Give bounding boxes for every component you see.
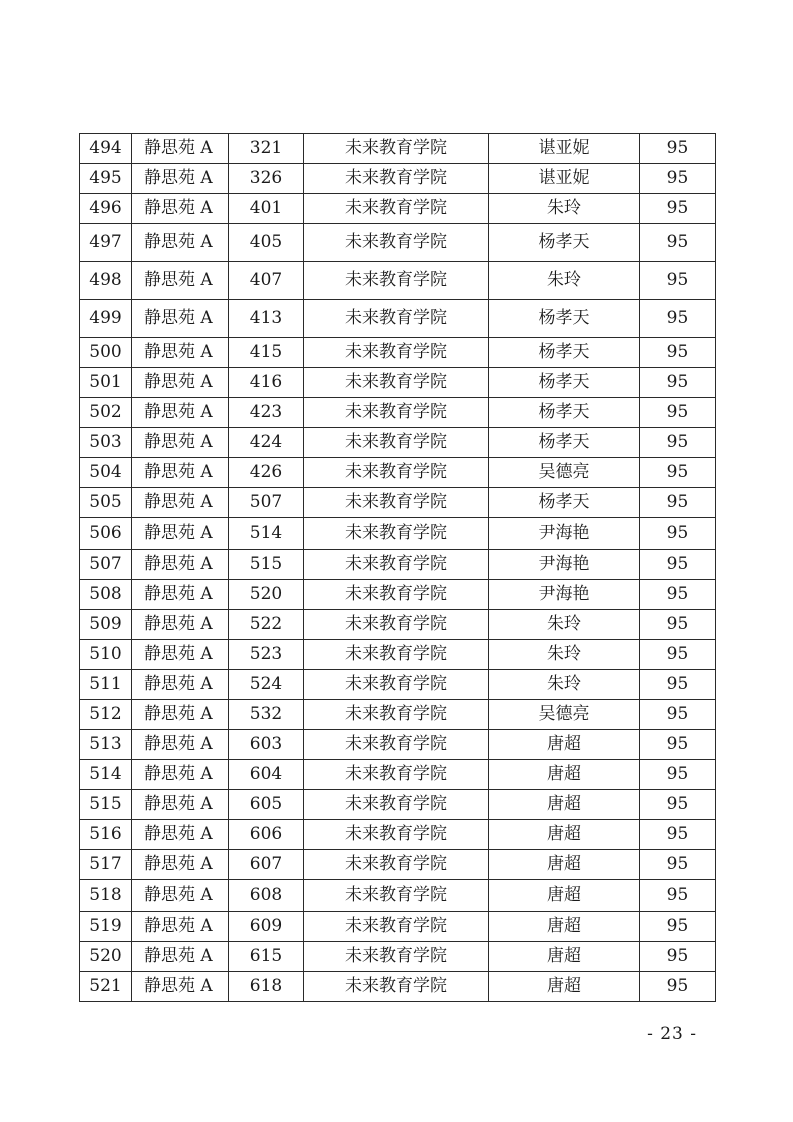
- cell-college: 未来教育学院: [304, 580, 489, 610]
- cell-score: 95: [640, 640, 716, 670]
- cell-college: 未来教育学院: [304, 880, 489, 912]
- cell-college: 未来教育学院: [304, 912, 489, 942]
- cell-college: 未来教育学院: [304, 488, 489, 518]
- cell-counselor: 唐超: [489, 942, 640, 972]
- cell-counselor: 杨孝天: [489, 338, 640, 368]
- cell-room: 405: [229, 224, 304, 262]
- cell-room: 609: [229, 912, 304, 942]
- table-row: [80, 912, 716, 942]
- cell-score: 95: [640, 610, 716, 640]
- cell-counselor: 尹海艳: [489, 550, 640, 580]
- cell-college: 未来教育学院: [304, 730, 489, 760]
- cell-score: 95: [640, 134, 716, 164]
- cell-no: 519: [80, 912, 132, 942]
- cell-score: 95: [640, 972, 716, 1002]
- table-row: [80, 164, 716, 194]
- table-row: [80, 820, 716, 850]
- cell-room: 413: [229, 300, 304, 338]
- cell-room: 514: [229, 518, 304, 550]
- cell-counselor: 尹海艳: [489, 580, 640, 610]
- cell-room: 605: [229, 790, 304, 820]
- cell-college: 未来教育学院: [304, 640, 489, 670]
- table-row: [80, 262, 716, 300]
- cell-building: 静思苑 A: [132, 730, 229, 760]
- cell-no: 505: [80, 488, 132, 518]
- cell-room: 603: [229, 730, 304, 760]
- cell-no: 498: [80, 262, 132, 300]
- cell-counselor: 吴德亮: [489, 700, 640, 730]
- cell-room: 604: [229, 760, 304, 790]
- cell-building: 静思苑 A: [132, 262, 229, 300]
- cell-room: 520: [229, 580, 304, 610]
- cell-room: 507: [229, 488, 304, 518]
- cell-score: 95: [640, 300, 716, 338]
- cell-score: 95: [640, 850, 716, 880]
- cell-room: 401: [229, 194, 304, 224]
- cell-score: 95: [640, 730, 716, 760]
- cell-counselor: 朱玲: [489, 194, 640, 224]
- cell-score: 95: [640, 458, 716, 488]
- cell-score: 95: [640, 760, 716, 790]
- cell-room: 407: [229, 262, 304, 300]
- cell-score: 95: [640, 262, 716, 300]
- cell-counselor: 杨孝天: [489, 224, 640, 262]
- cell-no: 497: [80, 224, 132, 262]
- cell-counselor: 杨孝天: [489, 428, 640, 458]
- cell-no: 507: [80, 550, 132, 580]
- table-row: [80, 670, 716, 700]
- cell-college: 未来教育学院: [304, 428, 489, 458]
- cell-building: 静思苑 A: [132, 194, 229, 224]
- cell-building: 静思苑 A: [132, 134, 229, 164]
- table-row: [80, 850, 716, 880]
- cell-no: 508: [80, 580, 132, 610]
- cell-score: 95: [640, 550, 716, 580]
- cell-no: 510: [80, 640, 132, 670]
- cell-counselor: 谌亚妮: [489, 164, 640, 194]
- cell-college: 未来教育学院: [304, 610, 489, 640]
- cell-building: 静思苑 A: [132, 670, 229, 700]
- table-row: [80, 458, 716, 488]
- cell-counselor: 唐超: [489, 790, 640, 820]
- cell-building: 静思苑 A: [132, 164, 229, 194]
- cell-college: 未来教育学院: [304, 760, 489, 790]
- table-row: [80, 610, 716, 640]
- cell-room: 607: [229, 850, 304, 880]
- cell-room: 416: [229, 368, 304, 398]
- cell-room: 606: [229, 820, 304, 850]
- cell-no: 509: [80, 610, 132, 640]
- cell-score: 95: [640, 164, 716, 194]
- cell-counselor: 唐超: [489, 880, 640, 912]
- table-row: [80, 550, 716, 580]
- cell-score: 95: [640, 912, 716, 942]
- cell-no: 504: [80, 458, 132, 488]
- cell-room: 426: [229, 458, 304, 488]
- cell-no: 506: [80, 518, 132, 550]
- cell-room: 423: [229, 398, 304, 428]
- cell-counselor: 朱玲: [489, 670, 640, 700]
- cell-no: 511: [80, 670, 132, 700]
- cell-no: 512: [80, 700, 132, 730]
- table-row: [80, 194, 716, 224]
- cell-college: 未来教育学院: [304, 134, 489, 164]
- table-row: [80, 338, 716, 368]
- cell-counselor: 唐超: [489, 730, 640, 760]
- cell-building: 静思苑 A: [132, 338, 229, 368]
- table-row: [80, 300, 716, 338]
- cell-no: 503: [80, 428, 132, 458]
- cell-room: 532: [229, 700, 304, 730]
- table-body: [80, 134, 716, 1002]
- cell-building: 静思苑 A: [132, 880, 229, 912]
- cell-score: 95: [640, 580, 716, 610]
- cell-building: 静思苑 A: [132, 912, 229, 942]
- cell-college: 未来教育学院: [304, 262, 489, 300]
- table-row: [80, 428, 716, 458]
- table-row: [80, 790, 716, 820]
- cell-no: 496: [80, 194, 132, 224]
- cell-building: 静思苑 A: [132, 488, 229, 518]
- table-row: [80, 942, 716, 972]
- cell-no: 500: [80, 338, 132, 368]
- cell-room: 522: [229, 610, 304, 640]
- cell-score: 95: [640, 224, 716, 262]
- cell-score: 95: [640, 368, 716, 398]
- cell-counselor: 朱玲: [489, 262, 640, 300]
- cell-room: 608: [229, 880, 304, 912]
- cell-college: 未来教育学院: [304, 700, 489, 730]
- table-row: [80, 880, 716, 912]
- cell-building: 静思苑 A: [132, 972, 229, 1002]
- table-row: [80, 580, 716, 610]
- cell-college: 未来教育学院: [304, 942, 489, 972]
- cell-building: 静思苑 A: [132, 368, 229, 398]
- cell-college: 未来教育学院: [304, 850, 489, 880]
- cell-college: 未来教育学院: [304, 164, 489, 194]
- cell-college: 未来教育学院: [304, 398, 489, 428]
- cell-counselor: 唐超: [489, 850, 640, 880]
- cell-room: 524: [229, 670, 304, 700]
- cell-college: 未来教育学院: [304, 518, 489, 550]
- cell-no: 518: [80, 880, 132, 912]
- cell-college: 未来教育学院: [304, 972, 489, 1002]
- table-row: [80, 972, 716, 1002]
- cell-score: 95: [640, 670, 716, 700]
- table-row: [80, 730, 716, 760]
- cell-building: 静思苑 A: [132, 790, 229, 820]
- cell-building: 静思苑 A: [132, 518, 229, 550]
- cell-no: 520: [80, 942, 132, 972]
- cell-college: 未来教育学院: [304, 194, 489, 224]
- cell-college: 未来教育学院: [304, 670, 489, 700]
- cell-no: 516: [80, 820, 132, 850]
- cell-room: 415: [229, 338, 304, 368]
- cell-building: 静思苑 A: [132, 700, 229, 730]
- cell-score: 95: [640, 338, 716, 368]
- cell-building: 静思苑 A: [132, 760, 229, 790]
- cell-score: 95: [640, 518, 716, 550]
- cell-room: 321: [229, 134, 304, 164]
- cell-counselor: 唐超: [489, 820, 640, 850]
- cell-college: 未来教育学院: [304, 790, 489, 820]
- table-row: [80, 134, 716, 164]
- cell-counselor: 尹海艳: [489, 518, 640, 550]
- cell-room: 424: [229, 428, 304, 458]
- cell-building: 静思苑 A: [132, 550, 229, 580]
- cell-college: 未来教育学院: [304, 338, 489, 368]
- cell-room: 326: [229, 164, 304, 194]
- cell-counselor: 吴德亮: [489, 458, 640, 488]
- table-row: [80, 224, 716, 262]
- cell-no: 501: [80, 368, 132, 398]
- cell-college: 未来教育学院: [304, 820, 489, 850]
- cell-score: 95: [640, 880, 716, 912]
- dormitory-score-table: [79, 133, 716, 1002]
- cell-building: 静思苑 A: [132, 610, 229, 640]
- cell-room: 523: [229, 640, 304, 670]
- cell-score: 95: [640, 790, 716, 820]
- cell-score: 95: [640, 488, 716, 518]
- cell-counselor: 唐超: [489, 972, 640, 1002]
- cell-no: 515: [80, 790, 132, 820]
- cell-room: 615: [229, 942, 304, 972]
- cell-counselor: 杨孝天: [489, 488, 640, 518]
- cell-no: 517: [80, 850, 132, 880]
- table-row: [80, 640, 716, 670]
- cell-counselor: 杨孝天: [489, 300, 640, 338]
- cell-no: 502: [80, 398, 132, 428]
- cell-counselor: 朱玲: [489, 610, 640, 640]
- cell-no: 495: [80, 164, 132, 194]
- table-row: [80, 368, 716, 398]
- cell-counselor: 谌亚妮: [489, 134, 640, 164]
- cell-building: 静思苑 A: [132, 850, 229, 880]
- cell-room: 618: [229, 972, 304, 1002]
- cell-counselor: 朱玲: [489, 640, 640, 670]
- cell-score: 95: [640, 942, 716, 972]
- cell-no: 494: [80, 134, 132, 164]
- cell-no: 499: [80, 300, 132, 338]
- table-row: [80, 760, 716, 790]
- cell-counselor: 杨孝天: [489, 368, 640, 398]
- cell-counselor: 杨孝天: [489, 398, 640, 428]
- table-row: [80, 398, 716, 428]
- cell-score: 95: [640, 428, 716, 458]
- cell-college: 未来教育学院: [304, 300, 489, 338]
- cell-counselor: 唐超: [489, 912, 640, 942]
- cell-building: 静思苑 A: [132, 300, 229, 338]
- cell-building: 静思苑 A: [132, 580, 229, 610]
- cell-no: 521: [80, 972, 132, 1002]
- cell-building: 静思苑 A: [132, 458, 229, 488]
- cell-score: 95: [640, 194, 716, 224]
- cell-no: 514: [80, 760, 132, 790]
- cell-building: 静思苑 A: [132, 398, 229, 428]
- cell-score: 95: [640, 700, 716, 730]
- cell-building: 静思苑 A: [132, 224, 229, 262]
- cell-building: 静思苑 A: [132, 942, 229, 972]
- cell-college: 未来教育学院: [304, 550, 489, 580]
- cell-room: 515: [229, 550, 304, 580]
- cell-no: 513: [80, 730, 132, 760]
- cell-college: 未来教育学院: [304, 458, 489, 488]
- cell-building: 静思苑 A: [132, 640, 229, 670]
- cell-college: 未来教育学院: [304, 224, 489, 262]
- cell-score: 95: [640, 398, 716, 428]
- cell-college: 未来教育学院: [304, 368, 489, 398]
- cell-counselor: 唐超: [489, 760, 640, 790]
- cell-building: 静思苑 A: [132, 820, 229, 850]
- page-number: - 23 -: [647, 1024, 697, 1044]
- table-row: [80, 700, 716, 730]
- cell-building: 静思苑 A: [132, 428, 229, 458]
- table-row: [80, 488, 716, 518]
- cell-score: 95: [640, 820, 716, 850]
- table-row: [80, 518, 716, 550]
